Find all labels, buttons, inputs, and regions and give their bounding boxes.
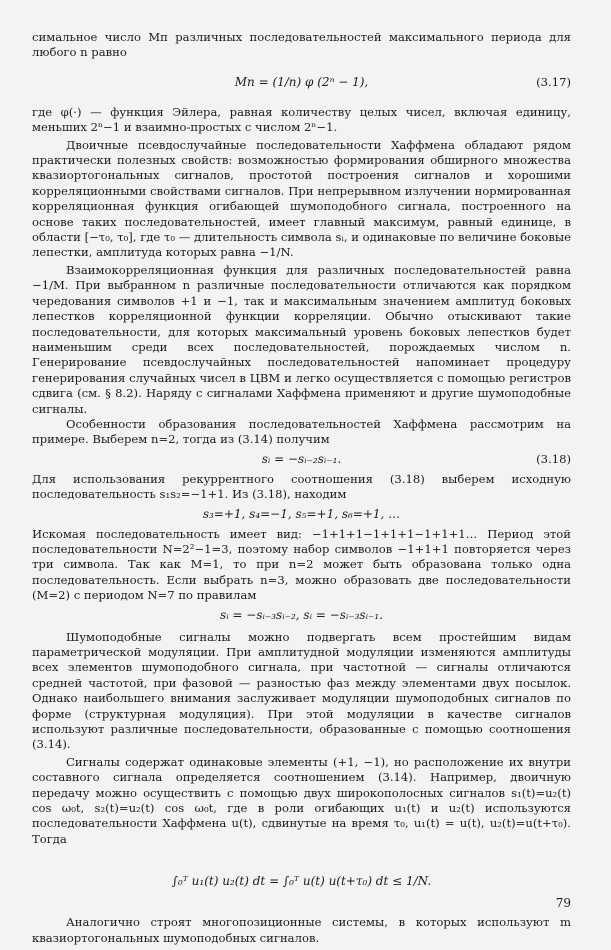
paragraph-elements: Сигналы содержат одинаковые элементы (+1, −1), но расположение их внутри составного сигнала определяется соотношением (3.14). Например, двоичную передачу можно осуществить с помощью двух широкополосных сигналов s₁(t)=u₂(t) cos ω₀t, s₂(t)=u₂(t) cos ω₀t, где в роли огибающих u₁(t) и u₂(t) используются последовательности Хаффмена u(t), сдвинутые на время τ₀, u₁(t) = u(t), u₂(t)=u(t+τ₀). Тогда xyxy=(32,754,571,846)
paragraph-period: Искомая последовательность имеет вид: −1+1+1−1+1+1−1+1+1… Период этой последовательности N=2²−1=3, поэтому набор символов −1+1+1 повторяется через три символа. Так как M=1, то при n=2 может быть образована только одна последовательность. Если выбрать n=3, можно образовать две последовательности (M=2) с периодом N=7 по правилам xyxy=(32,526,571,603)
equation-rules xyxy=(32,604,571,628)
equation-3-17-formula: Mп = (1/n) φ (2ⁿ − 1), xyxy=(234,75,369,90)
equation-sequence xyxy=(32,503,571,527)
paragraph-euler: где φ(·) — функция Эйлера, равная количеству целых чисел, включая единицу, меньших 2ⁿ−1 и взаимно-простых с числом 2ⁿ−1. xyxy=(32,104,571,135)
equation-integral xyxy=(32,847,571,915)
paragraph-example: Особенности образования последовательностей Хаффмена рассмотрим на примере. Выберем n=2, тогда из (3.14) получим xyxy=(32,416,571,447)
paragraph-modulation: Шумоподобные сигналы можно подвергать всем простейшим видам параметрической модуляции. При амплитудной модуляции изменяются амплитуды всех элементов шумоподобного сигнала, при частотной — сигналы отличаются средней частотой, при фазовой — разностью фаз между элементами двух посылок. Однако наибольшего внимания заслуживает модуляции шумоподобных сигналов по форме (структурная модуляция). При этой модуляции в качестве сигналов используют различные последовательности, образованные с помощью соотношения (3.14). xyxy=(32,629,571,752)
equation-3-18-formula: sᵢ = −sᵢ₋₂sᵢ₋₁. xyxy=(261,452,342,467)
paragraph-huffman-properties: Двоичные псевдослучайные последовательности Хаффмена обладают рядом практически полезных свойств: возможностью формирования обширного множества квазиортогональных сигналов, простотой построения сигналов и хорошими корреляционными свойствами сигналов. При непрерывном излучении нормированная корреляционная функция огибающей шумоподобного сигнала, построенного на основе таких последовательностей, имеет главный максимум, равный единице, в области [−τ₀, τ₀], где τ₀ — длительность символа sᵢ, и одинаковые по величине боковые лепестки, амплитуда которых равна −1/N. xyxy=(32,137,571,260)
equation-rules-formula: sᵢ = −sᵢ₋₃sᵢ₋₂, sᵢ = −sᵢ₋₃sᵢ₋₁. xyxy=(220,607,383,622)
page-number: 79 xyxy=(555,896,571,910)
equation-sequence-formula: s₃=+1, s₄=−1, s₅=+1, s₆=+1, … xyxy=(202,506,401,521)
paragraph-cross-correlation: Взаимокорреляционная функция для различных последовательностей равна −1/M. При выбранном n различные последовательности отличаются как порядком чередования символов +1 и −1, так и максимальным значением амплитуд боковых лепестков корреляционной функции корреляции. Обычно отыскивают такие последовательности, для которых максимальный уровень боковых лепестков будет наименьшим среди всех последовательностей, порождаемых числом n. Генерирование псевдослучайных последовательностей напоминает процедуру генерирования случайных чисел в ЦВМ и легко осуществляется с помощью регистров сдвига (см. § 8.2). Наряду с сигналами Хаффмена применяют и другие шумоподобные сигналы. xyxy=(32,262,571,416)
paragraph-final: Аналогично строят многопозиционные системы, в которых используют m квазиортогональных шумоподобных сигналов. xyxy=(32,915,571,945)
equation-integral-formula: ∫₀ᵀ u₁(t) u₂(t) dt = ∫₀ᵀ u(t) u(t+τ₀) dt ≤ 1/N. xyxy=(171,873,432,888)
paragraph-intro: симальное число Mп различных последовательностей максимального периода для любого n равно xyxy=(32,30,571,60)
equation-3-18 xyxy=(32,448,571,472)
equation-3-17 xyxy=(32,61,571,105)
equation-3-18-number: (3.18) xyxy=(536,452,571,467)
equation-3-17-number: (3.17) xyxy=(536,75,571,90)
paragraph-recurrent: Для использования рекуррентного соотношения (3.18) выберем исходную последовательность s₁s₂=−1+1. Из (3.18), находим xyxy=(32,471,571,502)
